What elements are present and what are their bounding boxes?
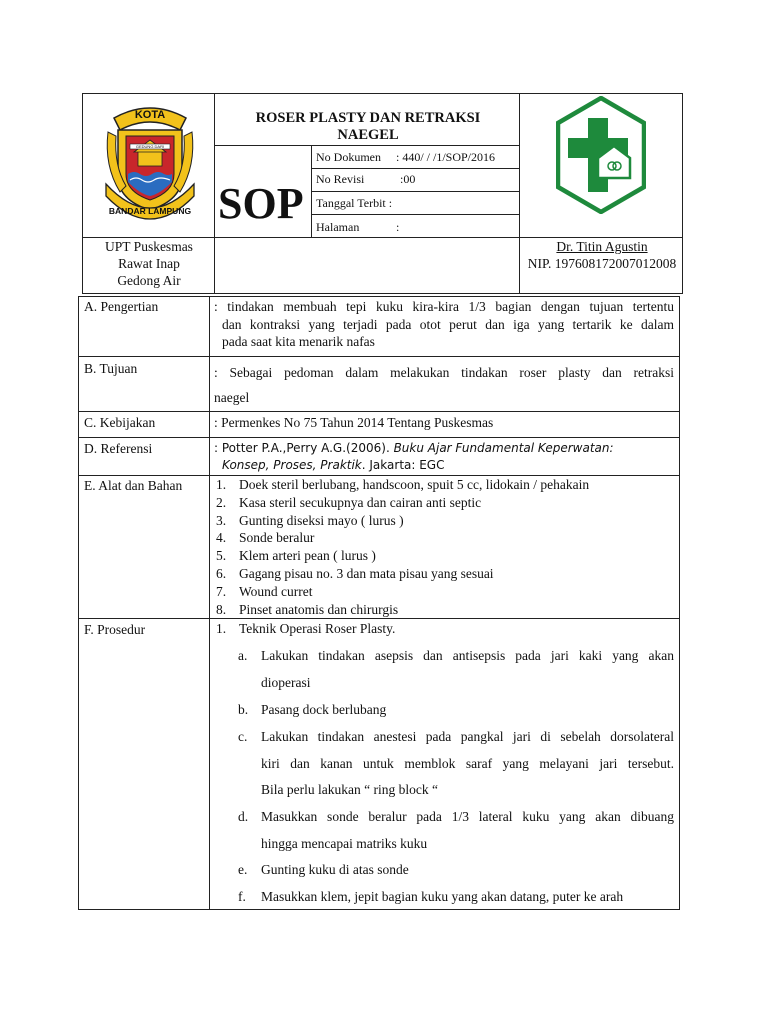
referensi-book-title: Buku Ajar Fundamental Keperwatan:	[393, 441, 614, 455]
no-dokumen-row	[316, 150, 496, 165]
alat-item	[216, 530, 314, 546]
alat-item-text: Klem arteri pean ( lurus )	[239, 548, 376, 564]
prosedur-heading-text: Teknik Operasi Roser Plasty.	[239, 621, 396, 636]
prosedur-step-line: dioperasi	[261, 674, 311, 690]
prosedur-heading-number: 1.	[216, 621, 227, 636]
prosedur-step-letter: b.	[238, 702, 249, 717]
column-divider	[209, 296, 210, 910]
alat-item	[216, 477, 589, 493]
prosedur-step-letter: d.	[238, 809, 249, 824]
alat-item	[216, 602, 398, 618]
signer-nip: NIP. 197608172007012008	[527, 256, 677, 271]
institution-name	[84, 238, 214, 289]
tanggal-terbit-row	[316, 196, 392, 211]
alat-item-text: Gunting diseksi mayo ( lurus )	[239, 512, 404, 528]
pengertian-label: A. Pengertian	[84, 299, 159, 314]
pengertian-line: : tindakan membuah tepi kuku kira-kira 1/3 bagian dengan tujuan tertentu	[214, 299, 674, 314]
referensi-text	[214, 440, 674, 474]
prosedur-step-letter: c.	[238, 729, 248, 744]
pengertian-line: dan kontraksi yang terjadi pada otot perut dan iga yang tertarik ke dalam	[222, 316, 674, 332]
alat-item-text: Wound curret	[239, 583, 313, 599]
alat-item-number: 2.	[216, 494, 227, 510]
header-divider	[311, 168, 519, 169]
header-divider	[214, 145, 519, 146]
prosedur-step	[238, 697, 674, 724]
prosedur-step-line: Gunting kuku di atas sonde	[261, 862, 409, 877]
prosedur-step-line: hingga mencapai matriks kuku	[261, 835, 428, 851]
no-dokumen-label: No Dokumen	[316, 150, 381, 164]
alat-item-text: Sonde beralur	[239, 530, 315, 546]
prosedur-step-letter: a.	[238, 648, 248, 663]
prosedur-step-letter: f.	[238, 889, 246, 904]
header-divider	[311, 214, 519, 215]
prosedur-step-line: Masukkan klem, jepit bagian kuku yang akan datang, puter ke arah	[261, 889, 624, 904]
sop-label: SOP	[218, 179, 304, 228]
referensi-label: D. Referensi	[84, 441, 153, 456]
title-line-2: NAEGEL	[337, 127, 399, 143]
prosedur-step	[238, 804, 674, 857]
alat-item	[216, 513, 404, 529]
halaman-label: Halaman	[316, 220, 360, 234]
tujuan-text	[214, 360, 674, 410]
puskesmas-logo	[556, 96, 646, 214]
signer-name: Dr. Titin Agustin	[556, 239, 648, 254]
row-divider	[78, 356, 680, 357]
header-divider	[214, 93, 215, 294]
alat-item-number: 8.	[216, 601, 227, 617]
alat-item-text: Gagang pisau no. 3 dan mata pisau yang sesuai	[239, 566, 494, 581]
alat-item-number: 1.	[216, 477, 227, 492]
halaman-row	[316, 220, 400, 235]
referensi-author: : Potter P.A.,Perry A.G.(2006).	[214, 441, 394, 455]
pengertian-text	[214, 298, 674, 351]
alat-item-text: Pinset anatomis dan chirurgis	[239, 601, 399, 617]
referensi-publisher: . Jakarta: EGC	[361, 458, 445, 472]
row-divider	[78, 437, 680, 438]
prosedur-step	[238, 884, 674, 911]
tujuan-line: : Sebagai pedoman dalam melakukan tindakan roser plasty dan retraksi	[214, 365, 674, 380]
prosedur-step-line: Lakukan tindakan anestesi pada pangkal jari di sebelah dorsolateral	[261, 729, 674, 744]
emblem-bottom-text: BANDAR LAMPUNG	[108, 206, 192, 216]
no-dokumen-value: : 440/ / /1/SOP/2016	[396, 150, 496, 164]
prosedur-step-line: Masukkan sonde beralur pada 1/3 lateral kuku yang akan dibuang	[261, 809, 674, 824]
no-revisi-label: No Revisi	[316, 172, 365, 186]
header-divider	[311, 191, 519, 192]
referensi-book-subtitle: Konsep, Proses, Praktik	[222, 458, 362, 472]
prosedur-step-line: kiri dan kanan untuk memblok saraf yang melayani jari tersebut.	[261, 755, 674, 771]
tujuan-label: B. Tujuan	[84, 361, 138, 376]
alat-item-number: 7.	[216, 583, 227, 599]
alat-item	[216, 584, 313, 600]
emblem-banner-text: GEDUNG DARI	[135, 144, 165, 149]
prosedur-label: F. Prosedur	[84, 622, 146, 637]
alat-label: E. Alat dan Bahan	[84, 478, 183, 493]
pengertian-line: pada saat kita menarik nafas	[222, 334, 375, 349]
kebijakan-label: C. Kebijakan	[84, 415, 156, 430]
emblem-top-text: KOTA	[134, 109, 166, 121]
title-line-1: ROSER PLASTY DAN RETRAKSI	[255, 110, 481, 126]
alat-item-text: Doek steril berlubang, handscoon, spuit 5 cc, lidokain / pehakain	[239, 477, 590, 492]
alat-item-number: 3.	[216, 512, 227, 528]
row-divider	[78, 618, 680, 619]
prosedur-step	[238, 724, 674, 804]
prosedur-step-line: Pasang dock berlubang	[261, 702, 387, 717]
halaman-value: :	[396, 220, 400, 234]
prosedur-step	[238, 857, 674, 884]
no-revisi-row	[316, 172, 416, 187]
alat-item-number: 6.	[216, 566, 227, 581]
alat-item-number: 4.	[216, 530, 227, 546]
signer-block	[521, 238, 683, 272]
alat-item	[216, 548, 376, 564]
kebijakan-text: : Permenkes No 75 Tahun 2014 Tentang Puskesmas	[214, 415, 494, 430]
tanggal-terbit-label: Tanggal Terbit :	[316, 196, 393, 210]
document-title	[216, 110, 520, 144]
tujuan-line: naegel	[214, 390, 250, 405]
city-emblem-logo	[100, 96, 200, 220]
prosedur-step	[238, 643, 674, 696]
row-divider	[78, 411, 680, 412]
prosedur-step-letter: e.	[238, 862, 248, 877]
institution-line-3: Gedong Air	[117, 273, 181, 288]
alat-item	[216, 495, 481, 511]
institution-line-1: UPT Puskesmas	[105, 239, 193, 254]
alat-item	[216, 566, 494, 582]
institution-line-2: Rawat Inap	[118, 256, 180, 271]
alat-item-number: 5.	[216, 548, 227, 564]
prosedur-step-line: Bila perlu lakukan “ ring block “	[261, 782, 438, 797]
prosedur-heading	[216, 621, 395, 637]
alat-item-text: Kasa steril secukupnya dan cairan anti septic	[239, 494, 482, 510]
prosedur-step-line: Lakukan tindakan asepsis dan antisepsis pada jari kaki yang akan	[261, 648, 674, 663]
no-revisi-value: :00	[400, 172, 416, 186]
row-divider	[78, 475, 680, 476]
